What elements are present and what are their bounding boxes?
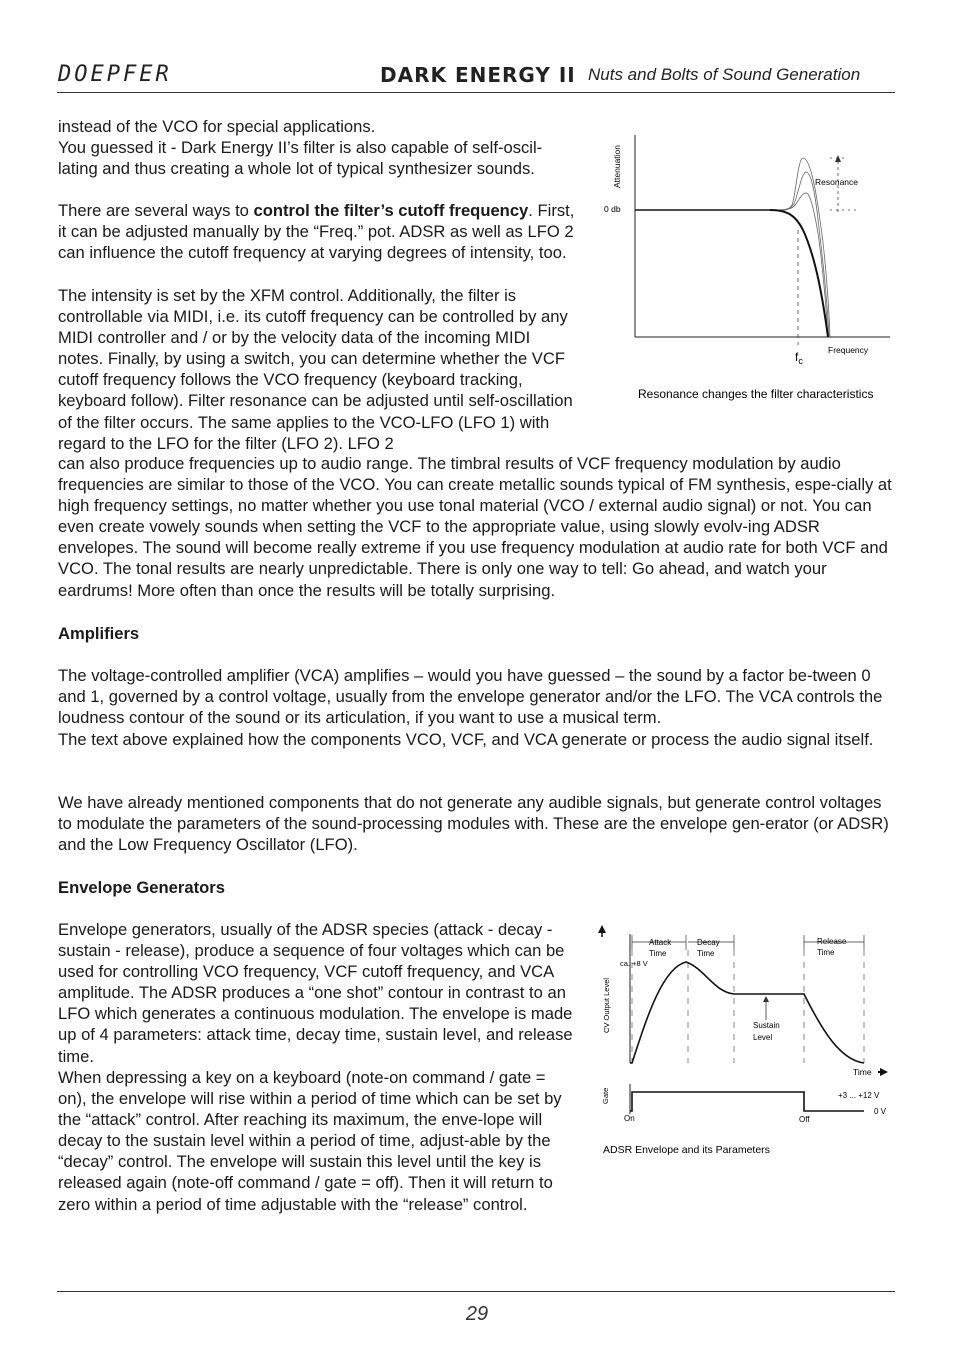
release-time-label: Time <box>817 948 835 957</box>
header-divider <box>57 92 895 93</box>
cv-output-level-label: CV Output Level <box>602 977 611 1033</box>
zero-db-label: 0 db <box>604 204 621 214</box>
paragraph-intensity: The intensity is set by the XFM control. Additionally, the filter is controllable via MIDI, i.e. its cutoff frequency can be controlled by any MIDI controller and / or by the velocity data of the incoming MIDI notes. Finally, by using a switch, you can determine whether the VCF cutoff frequency follows the VCO frequency (keyboard tracking, keyboard follow). Filter resonance can be adjusted until self-oscillation of the filter occurs. The same applies to the VCO-LFO (LFO 1) with regard to the LFO for the filter (LFO 2). LFO 2 <box>58 286 573 453</box>
decay-time-label: Time <box>697 949 715 958</box>
gate-off-label: Off <box>799 1115 810 1124</box>
filter-figure-caption: Resonance changes the filter characteristics <box>638 387 874 401</box>
sustain-level-label: Level <box>753 1033 773 1042</box>
adsr-figure-caption: ADSR Envelope and its Parameters <box>603 1144 770 1156</box>
paragraph-fm-modulation: can also produce frequencies up to audio range. The timbral results of VCF frequency modulation by audio frequencies are similar to those of the VCO. You can create metallic sounds typical of FM synthesis, espe-cially at high frequency settings, no matter whether you use tonal material (VCO / external audio signal) or not. You can even create vowely sounds when setting the VCF to the appropriate value, using slowly evolv-ing ADSR envelopes. The sound will become really extreme if you use frequency modulation at audio rate for both VCF and VCO. The tonal results are nearly unpredictable. There is only one way to tell: Go ahead, and watch your eardrums! More often than once the results will be totally surprising. <box>58 454 892 600</box>
paragraph-vca: The voltage-controlled amplifier (VCA) amplifies – would you have guessed – the sound by a factor be-tween 0 and 1, governed by a control voltage, usually from the envelope generator and/or the LFO. The VCA controls the loudness contour of the sound or its articulation, if you want to use a musical term. <box>58 666 883 728</box>
paragraph-control-voltages: We have already mentioned components that do not generate any audible signals, but generate control voltages to modulate the parameters of the sound-processing modules with. These are the envelope gen-erator (or ADSR) and the Low Frequency Oscillator (LFO). <box>58 793 889 855</box>
gate-axis-label: Gate <box>601 1087 610 1104</box>
paragraph-adsr-intro: Envelope generators, usually of the ADSR species (attack - decay - sustain - release), produce a sequence of four voltages which can be used for controlling VCO frequency, VCF cutoff frequency, and VCA amplitude. The ADSR produces a “one shot” contour in contrast to an LFO which generates a continuous modulation. The envelope is made up of 4 parameters: attack time, decay time, sustain level, and release time. <box>58 920 573 1066</box>
adsr-envelope-curve <box>630 962 864 1063</box>
heading-envelope-generators: Envelope Generators <box>58 878 225 897</box>
gate-signal-line <box>630 1092 864 1111</box>
page-tagline: Nuts and Bolts of Sound Generation <box>588 65 861 84</box>
peak-voltage-label: ca. +8 V <box>620 959 648 968</box>
attack-time-label: Time <box>649 949 667 958</box>
gate-low-voltage-label: 0 V <box>874 1107 887 1116</box>
brand-logo: DOEPFER <box>58 62 172 87</box>
adsr-envelope-diagram <box>596 920 896 1160</box>
footer-divider <box>57 1291 895 1292</box>
attenuation-axis-label: Attenuation <box>612 144 622 188</box>
attack-label: Attack <box>649 938 672 947</box>
paragraph-vco-applications: instead of the VCO for special applications. <box>58 117 376 136</box>
cutoff-text-pre: There are several ways to <box>58 201 254 220</box>
resonance-label: Resonance <box>815 177 859 187</box>
release-label: Release <box>817 937 847 946</box>
cutoff-text-bold: control the filter’s cutoff frequency <box>253 201 529 220</box>
heading-amplifiers: Amplifiers <box>58 624 140 643</box>
frequency-axis-label: Frequency <box>828 345 869 355</box>
filter-resonance-diagram <box>598 130 898 410</box>
cutoff-frequency-label: $f_c$ <box>795 350 803 366</box>
paragraph-cutoff-control <box>58 200 578 263</box>
time-axis-label: Time <box>853 1067 872 1077</box>
paragraph-self-oscillation: You guessed it - Dark Energy II’s filter is also capable of self-oscil-lating and thus creating a whole lot of typical synthesizer sounds. <box>58 138 543 179</box>
product-title: DARK ENERGY II <box>380 63 576 87</box>
resonance-curve-mid <box>770 172 829 337</box>
page-number: 29 <box>465 1303 489 1325</box>
decay-label: Decay <box>697 938 720 947</box>
cutoff-text-post: . First, it can be adjusted manually by the “Freq.” pot. ADSR as well as LFO 2 can influence the cutoff frequency at varying degrees of intensity, too. <box>58 201 575 263</box>
paragraph-components-summary: The text above explained how the components VCO, VCF, and VCA generate or process the audio signal itself. <box>58 730 874 749</box>
sustain-label: Sustain <box>753 1021 780 1030</box>
gate-on-label: On <box>624 1114 635 1123</box>
time-arrow-icon <box>880 1068 888 1076</box>
gate-high-voltage-label: +3 ... +12 V <box>838 1091 880 1100</box>
paragraph-adsr-behavior: When depressing a key on a keyboard (note-on command / gate = on), the envelope will rise within a period of time which can be set by the “attack” control. After reaching its maximum, the enve-lope will decay to the sustain level within a period of time, adjust-able by the “decay” control. The envelope will sustain this level until the key is released again (note-off command / gate = off). Then it will return to zero within a period of time adjustable with the “release” control. <box>58 1068 562 1214</box>
